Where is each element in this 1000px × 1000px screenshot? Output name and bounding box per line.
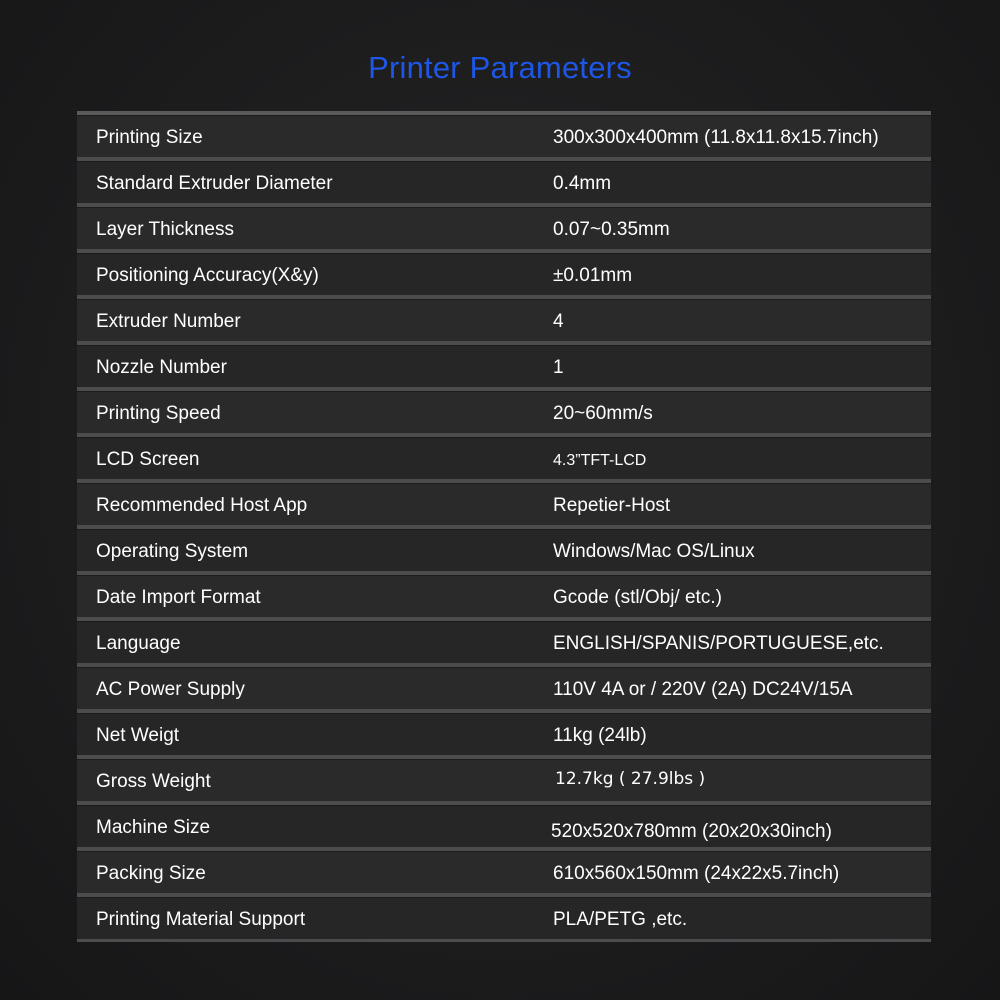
table-row <box>77 759 931 805</box>
parameters-table <box>77 111 931 942</box>
table-row <box>77 115 931 161</box>
row-value: Gcode (stl/Obj/ etc.) <box>553 587 722 608</box>
row-value: 110V 4A or / 220V (2A) DC24V/15A <box>553 679 853 700</box>
row-label: Net Weigt <box>96 725 180 746</box>
row-label: Printing Size <box>96 127 203 148</box>
row-label: Extruder Number <box>96 311 241 332</box>
row-label: LCD Screen <box>96 449 200 470</box>
table-row <box>77 621 931 667</box>
row-value: 0.07~0.35mm <box>553 219 670 240</box>
row-label: Nozzle Number <box>96 357 227 378</box>
table-row <box>77 483 931 529</box>
row-label: Printing Speed <box>96 403 221 424</box>
table-row <box>77 575 931 621</box>
table-row <box>77 713 931 759</box>
row-label: Operating System <box>96 541 249 562</box>
row-value: 4.3”TFT-LCD <box>553 452 647 469</box>
row-label: Positioning Accuracy(X&y) <box>96 265 319 286</box>
table-row <box>77 345 931 391</box>
table-row <box>77 851 931 897</box>
table-row <box>77 391 931 437</box>
row-label: Language <box>96 633 181 654</box>
row-value: ENGLISH/SPANIS/PORTUGUESE,etc. <box>553 633 884 654</box>
table-row <box>77 299 931 345</box>
row-value: 520x520x780mm (20x20x30inch) <box>551 821 832 842</box>
row-label: Date Import Format <box>96 587 261 608</box>
table-row <box>77 437 931 483</box>
row-label: Packing Size <box>96 863 206 884</box>
row-value: ±0.01mm <box>553 265 633 286</box>
row-label: Recommended Host App <box>96 495 308 516</box>
row-label: Standard Extruder Diameter <box>96 173 333 194</box>
table-row <box>77 161 931 207</box>
row-value: Windows/Mac OS/Linux <box>553 541 755 562</box>
row-value: 4 <box>553 311 564 332</box>
row-value: 1 <box>553 357 564 378</box>
row-value: 12.7kg ( 27.9lbs ) <box>555 769 706 789</box>
row-label: Printing Material Support <box>96 909 306 930</box>
row-value: 300x300x400mm (11.8x11.8x15.7inch) <box>553 127 879 148</box>
row-label: Gross Weight <box>96 771 211 792</box>
table-row <box>77 207 931 253</box>
table-row <box>77 897 931 942</box>
row-value: 0.4mm <box>553 173 612 194</box>
table-row <box>77 667 931 713</box>
table-row <box>77 805 931 851</box>
row-value: 20~60mm/s <box>553 403 653 424</box>
table-row <box>77 253 931 299</box>
page-title: Printer Parameters <box>368 50 632 85</box>
row-value: 11kg (24lb) <box>553 725 647 746</box>
row-value: PLA/PETG ,etc. <box>553 909 688 930</box>
row-value: Repetier-Host <box>553 495 671 516</box>
row-label: Layer Thickness <box>96 219 234 240</box>
row-label: Machine Size <box>96 817 211 838</box>
row-value: 610x560x150mm (24x22x5.7inch) <box>553 863 840 884</box>
row-label: AC Power Supply <box>96 679 245 700</box>
table-row <box>77 529 931 575</box>
